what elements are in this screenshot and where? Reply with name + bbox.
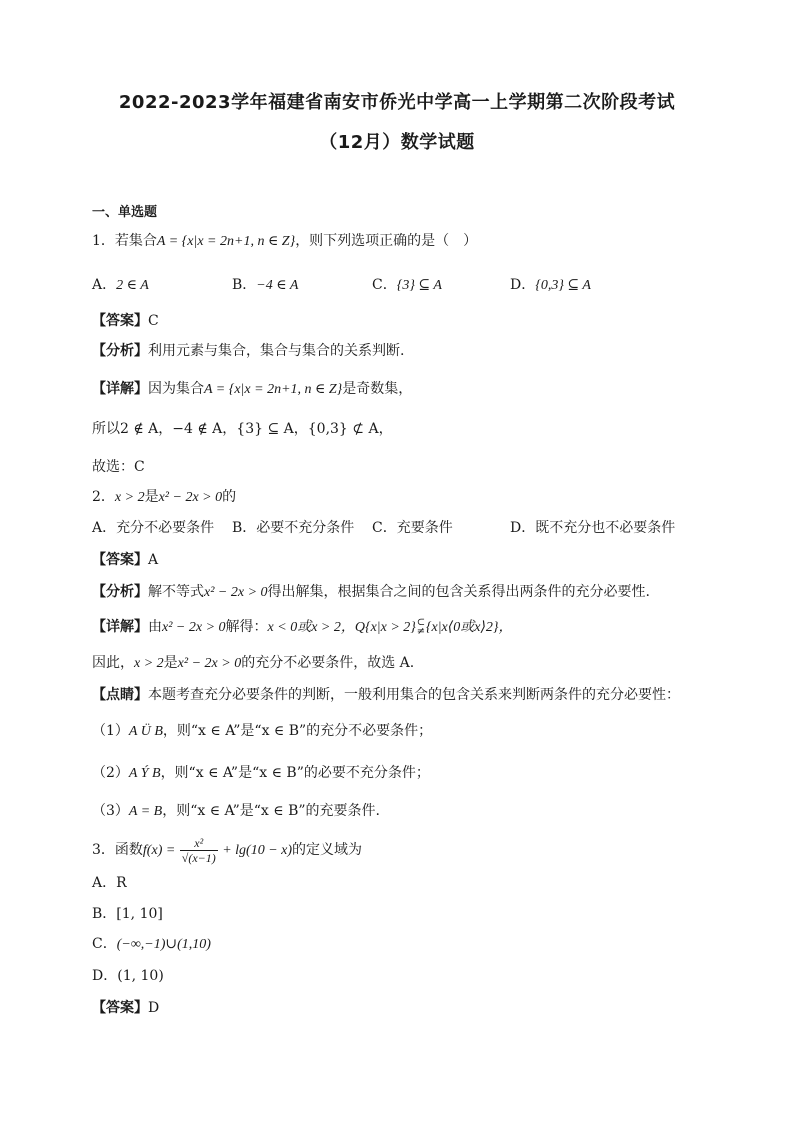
q2-answer: 【答案】A <box>92 552 159 568</box>
q2-detail-line2: 因此，x > 2是x² − 2x > 0的充分不必要条件，故选 A. <box>92 655 415 671</box>
q2-detail: 【详解】由x² − 2x > 0解得：x < 0或x > 2，Q{x|x > 2}⊂ ≠{x|x⟨0或x⟩2}， <box>92 617 513 637</box>
q3-option-a: A．R <box>92 875 127 891</box>
q3-option-d: D．(1, 10) <box>92 968 164 984</box>
q2-stem: 2．x > 2是x² − 2x > 0的 <box>92 489 237 505</box>
document-title-line2: （12月）数学试题 <box>319 132 475 153</box>
q2-option-d: D．既不充分也不必要条件 <box>510 520 676 536</box>
section-heading: 一、单选题 <box>92 205 158 220</box>
proper-subset-symbol: ⊂ ≠ <box>416 617 426 637</box>
q2-case-3: （3）A = B，则“x ∈ A”是“x ∈ B”的充要条件. <box>92 803 380 819</box>
q2-note: 【点睛】本题考查充分必要条件的判断，一般利用集合的包含关系来判断两条件的充分必要性： <box>92 687 680 703</box>
q1-option-c: C．{3} ⊆ A <box>372 277 442 293</box>
q3-answer: 【答案】D <box>92 1000 160 1016</box>
q1-detail: 【详解】因为集合A = {x|x = 2n+1, n ∈ Z}是奇数集， <box>92 381 413 397</box>
q1-analysis: 【分析】利用元素与集合，集合与集合的关系判断. <box>92 343 405 359</box>
q1-set-expression: A = {x|x = 2n+1, n ∈ Z} <box>156 234 296 249</box>
q1-detail-line2: 所以2 ∉ A，−4 ∉ A，{3} ⊆ A，{0,3} ⊄ A， <box>92 421 393 437</box>
q2-option-c: C．充要条件 <box>372 520 453 536</box>
q3-option-c: C．(−∞,−1)∪(1,10) <box>92 936 211 952</box>
q1-option-a: A．2 ∈ A <box>92 277 149 293</box>
q1-option-d: D．{0,3} ⊆ A <box>510 277 591 293</box>
q1-stem <box>92 232 477 251</box>
q2-option-b: B．必要不充分条件 <box>232 520 355 536</box>
q2-case-1: （1）A Ü B，则“x ∈ A”是“x ∈ B”的充分不必要条件； <box>92 723 433 739</box>
q1-option-b: B．−4 ∈ A <box>232 277 299 293</box>
q2-case-2: （2）A Ý B，则“x ∈ A”是“x ∈ B”的必要不充分条件； <box>92 765 430 781</box>
q2-option-a: A．充分不必要条件 <box>92 520 215 536</box>
q1-stem-suffix: ，则下列选项正确的是（ ） <box>295 233 478 249</box>
q3-stem: 3．函数f(x) = $\frac{\text{x²}}{√(x-1)}$ + lg(10 − x)的定义域为 <box>92 835 363 865</box>
q3-option-b: B．[1, 10] <box>92 906 163 922</box>
q3-fraction: $\frac{\text{x²}}{√(x-1)}$ <box>181 835 216 865</box>
document-title-line1: 2022-2023学年福建省南安市侨光中学高一上学期第二次阶段考试 <box>118 92 676 113</box>
q1-answer: 【答案】C <box>92 313 159 329</box>
q2-analysis: 【分析】解不等式x² − 2x > 0得出解集，根据集合之间的包含关系得出两条件的充分必要性. <box>92 584 650 600</box>
q1-stem-prefix: 1．若集合 <box>92 233 157 249</box>
q1-detail-line3: 故选：C <box>92 459 145 475</box>
